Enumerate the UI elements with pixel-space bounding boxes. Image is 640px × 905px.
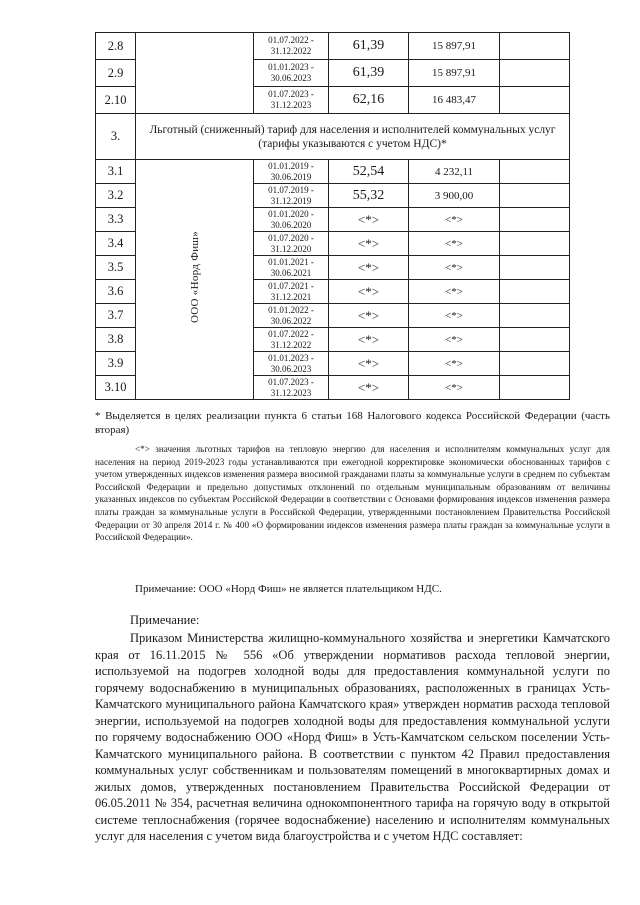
empty-cell (500, 232, 570, 256)
tariff-value-2: 15 897,91 (409, 33, 500, 60)
empty-cell (500, 208, 570, 232)
tariff-value-2: <*> (409, 256, 500, 280)
tariff-table (95, 32, 570, 400)
tariff-value: <*> (329, 208, 409, 232)
period-cell: 01.01.2021 - 30.06.2021 (254, 256, 329, 280)
note-heading: Примечание: (130, 613, 200, 627)
row-number: 2.9 (96, 60, 136, 87)
period-cell: 01.07.2023 - 31.12.2023 (254, 87, 329, 114)
period-cell: 01.07.2020 - 31.12.2020 (254, 232, 329, 256)
empty-cell (500, 184, 570, 208)
tariff-value-2: 4 232,11 (409, 160, 500, 184)
row-number: 3.2 (96, 184, 136, 208)
row-number: 3.9 (96, 352, 136, 376)
period-cell: 01.07.2022 - 31.12.2022 (254, 328, 329, 352)
empty-cell (500, 33, 570, 60)
tariff-value-2: <*> (409, 208, 500, 232)
table-row (96, 160, 570, 184)
note-body: Приказом Министерства жилищно-коммунального хозяйства и энергетики Камчатского края от 16.11.2015 № 556 «Об утверждении нормативов расхода тепловой энергии, используемой на подогрев холодной воды для предоставления коммунальной услуги по горячему водоснабжению в муниципальных образованиях, расположенных в границах Усть-Камчатского муниципального района Камчатского края» утвержден норматив расхода тепловой энергии, используемой на подогрев холодной воды для предоставления коммунальной услуги по горячему водоснабжению ООО «Норд Фиш» в Усть-Камчатском сельском поселении Усть-Камчатского муниципального района. В соответствии с пунктом 42 Правил предоставления коммунальных услуг собственникам и пользователям помещений в многоквартирных домах и жилых домов, утвержденных постановлением Правительства Российской Федерации от 06.05.2011 № 354, расчетная величина однокомпонентного тарифа на горячую воду в открытой системе теплоснабжения (горячее водоснабжение) населению и исполнителям коммунальных услуг для населения с учетом вида благоустройства и с учетом НДС составляет: (95, 631, 610, 843)
row-number: 3.10 (96, 376, 136, 400)
section-title: Льготный (сниженный) тариф для населения и исполнителей коммунальных услуг (тарифы указываются с учетом НДС)* (136, 114, 570, 160)
empty-cell (500, 160, 570, 184)
tariff-value: 62,16 (329, 87, 409, 114)
period-cell: 01.01.2023 - 30.06.2023 (254, 352, 329, 376)
tariff-value-2: 15 897,91 (409, 60, 500, 87)
period-cell: 01.01.2023 - 30.06.2023 (254, 60, 329, 87)
empty-cell (500, 304, 570, 328)
tariff-value-2: <*> (409, 376, 500, 400)
tariff-value-2: 3 900,00 (409, 184, 500, 208)
tariff-value: 61,39 (329, 33, 409, 60)
row-number: 3.7 (96, 304, 136, 328)
row-number: 2.10 (96, 87, 136, 114)
empty-cell (500, 60, 570, 87)
org-cell (136, 33, 254, 114)
tariff-value: <*> (329, 256, 409, 280)
org-name: ООО «Норд Фиш» (188, 231, 201, 323)
tariff-value: 52,54 (329, 160, 409, 184)
tariff-value-2: <*> (409, 304, 500, 328)
period-cell: 01.07.2019 - 31.12.2019 (254, 184, 329, 208)
row-number: 3.8 (96, 328, 136, 352)
tariff-value-2: <*> (409, 352, 500, 376)
note-nds: Примечание: ООО «Норд Фиш» не является плательщиком НДС. (135, 583, 442, 595)
empty-cell (500, 256, 570, 280)
empty-cell (500, 328, 570, 352)
tariff-value: <*> (329, 376, 409, 400)
period-cell: 01.07.2021 - 31.12.2021 (254, 280, 329, 304)
empty-cell (500, 376, 570, 400)
tariff-value: 61,39 (329, 60, 409, 87)
tariff-value: <*> (329, 304, 409, 328)
row-number: 3.6 (96, 280, 136, 304)
period-cell: 01.01.2020 - 30.06.2020 (254, 208, 329, 232)
tariff-value-2: 16 483,47 (409, 87, 500, 114)
tariff-value-2: <*> (409, 280, 500, 304)
empty-cell (500, 87, 570, 114)
period-cell: 01.01.2022 - 30.06.2022 (254, 304, 329, 328)
tariff-value: <*> (329, 232, 409, 256)
row-number: 3.4 (96, 232, 136, 256)
period-cell: 01.01.2019 - 30.06.2019 (254, 160, 329, 184)
tariff-value: 55,32 (329, 184, 409, 208)
row-number: 3.1 (96, 160, 136, 184)
table-row (96, 33, 570, 60)
row-number: 2.8 (96, 33, 136, 60)
tariff-value-2: <*> (409, 328, 500, 352)
tariff-value: <*> (329, 352, 409, 376)
section-row (96, 114, 570, 160)
empty-cell (500, 280, 570, 304)
period-cell: 01.07.2022 - 31.12.2022 (254, 33, 329, 60)
tariff-value: <*> (329, 328, 409, 352)
tariff-value-2: <*> (409, 232, 500, 256)
row-number: 3.3 (96, 208, 136, 232)
tariff-value: <*> (329, 280, 409, 304)
footnote-tariff-indexes: <*> значения льготных тарифов на тепловую энергию для населения и исполнителям коммунальных услуг для населения на период 2019-2023 годы устанавливаются при ежегодной корректировке экономически обоснованных тарифов с учетом утвержденных индексов изменения размера вносимой гражданами платы за коммунальные услуги в среднем по субъектам Российской Федерации и предельно допустимых отклонений по отдельным муниципальным образованиям от величины указанных индексов по субъектам Российской Федерации в соответствии с Основами формирования индексов изменения размера платы граждан за коммунальные услуги в Российской Федерации, утвержденными постановлением Правительства Российской Федерации от 30 апреля 2014 г. № 400 «О формировании индексов изменения размера платы граждан за коммунальные услуги в Российской Федерации». (95, 444, 610, 543)
row-number: 3.5 (96, 256, 136, 280)
footnote-nds: * Выделяется в целях реализации пункта 6 статьи 168 Налогового кодекса Российской Федерации (часть вторая) (95, 410, 610, 436)
section-number: 3. (96, 114, 136, 160)
org-cell (136, 160, 254, 400)
empty-cell (500, 352, 570, 376)
period-cell: 01.07.2023 - 31.12.2023 (254, 376, 329, 400)
